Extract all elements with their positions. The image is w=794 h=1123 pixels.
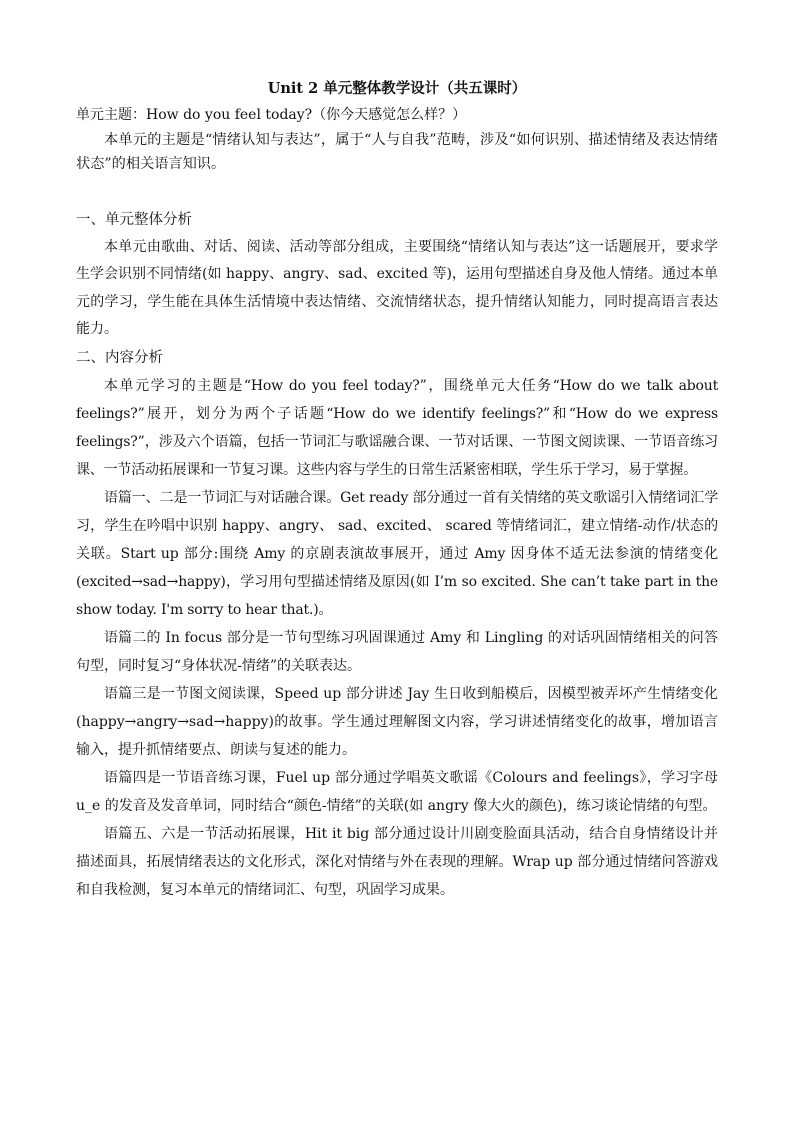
- intro-paragraph: 本单元的主题是“情绪认知与表达”，属于“人与自我”范畴，涉及“如何识别、描述情绪及表达情绪状态”的相关语言知识。: [76, 132, 718, 172]
- section-unit-analysis: [76, 206, 718, 344]
- section-heading-content-analysis: 二、内容分析: [76, 349, 163, 366]
- content-paragraph: 语篇一、二是一节词汇与对话融合课。Get ready 部分通过一首有关情绪的英文歌谣引入情绪词汇学习，学生在吟唱中识别 happy、angry、 sad、excited、 scared 等情绪词汇，建立情绪-动作/状态的关联。Start up 部分:围绕 Amy 的京剧表演故事展开，通过 Amy 因身体不适无法参演的情绪变化(excited→sad→happy)，学习用句型描述情绪及原因(如 I’m so excited. She can’t take part in the show today. I'm sorry to hear that.)。: [76, 489, 718, 618]
- unit-theme: 单元主题：How do you feel today?（你今天感觉怎么样？）: [76, 107, 467, 123]
- section-heading-unit-analysis: 一、单元整体分析: [76, 212, 192, 228]
- content-paragraph: 语篇五、六是一节活动拓展课，Hit it big 部分通过设计川剧变脸面具活动，结合自身情绪设计并描述面具，拓展情绪表达的文化形式，深化对情绪与外在表现的理解。Wrap up 部分通过情绪问答游戏和自我检测，复习本单元的情绪词汇、句型，巩固学习成果。: [76, 825, 718, 898]
- content-paragraph: 语篇三是一节图文阅读课，Speed up 部分讲述 Jay 生日收到船模后，因模型被弄坏产生情绪变化(happy→angry→sad→happy)的故事。学生通过理解图文内容，学习讲述情绪变化的故事，增加语言输入，提升抓情绪要点、朗读与复述的能力。: [76, 685, 718, 758]
- content-paragraph: 语篇四是一节语音练习课，Fuel up 部分通过学唱英文歌谣《Colours and feelings》，学习字母 u_e 的发音及发音单词，同时结合“颜色-情绪”的关联(如 angry 像大火的颜色)，练习谈论情绪的句型。: [76, 769, 718, 814]
- content-paragraph: 语篇二的 In focus 部分是一节句型练习巩固课通过 Amy 和 Lingling 的对话巩固情绪相关的问答句型，同时复习“身体状况-情绪”的关联表达。: [76, 629, 718, 674]
- document-title: Unit 2 单元整体教学设计（共五课时）: [267, 80, 527, 97]
- content-paragraph: 本单元学习的主题是“How do you feel today?”，围绕单元大任务“How do we talk about feelings?”展开，划分为两个子话题“How do we identify feelings?”和“How do we express feelings?”，涉及六个语篇，包括一节词汇与歌谣融合课、一节对话课、一节图文阅读课、一节语音练习课、一节活动拓展课和一节复习课。这些内容与学生的日常生活紧密相联，学生乐于学习，易于掌握。: [76, 377, 718, 478]
- document-page: [76, 78, 718, 904]
- section-content-analysis: [76, 344, 718, 904]
- unit-analysis-paragraph: 本单元由歌曲、对话、阅读、活动等部分组成，主要围绕“情绪认知与表达”这一话题展开，要求学生学会识别不同情绪(如 happy、angry、sad、excited 等)，运用句型描述自身及他人情绪。通过本单元的学习，学生能在具体生活情境中表达情绪、交流情绪状态，提升情绪认知能力，同时提高语言表达能力。: [76, 239, 718, 338]
